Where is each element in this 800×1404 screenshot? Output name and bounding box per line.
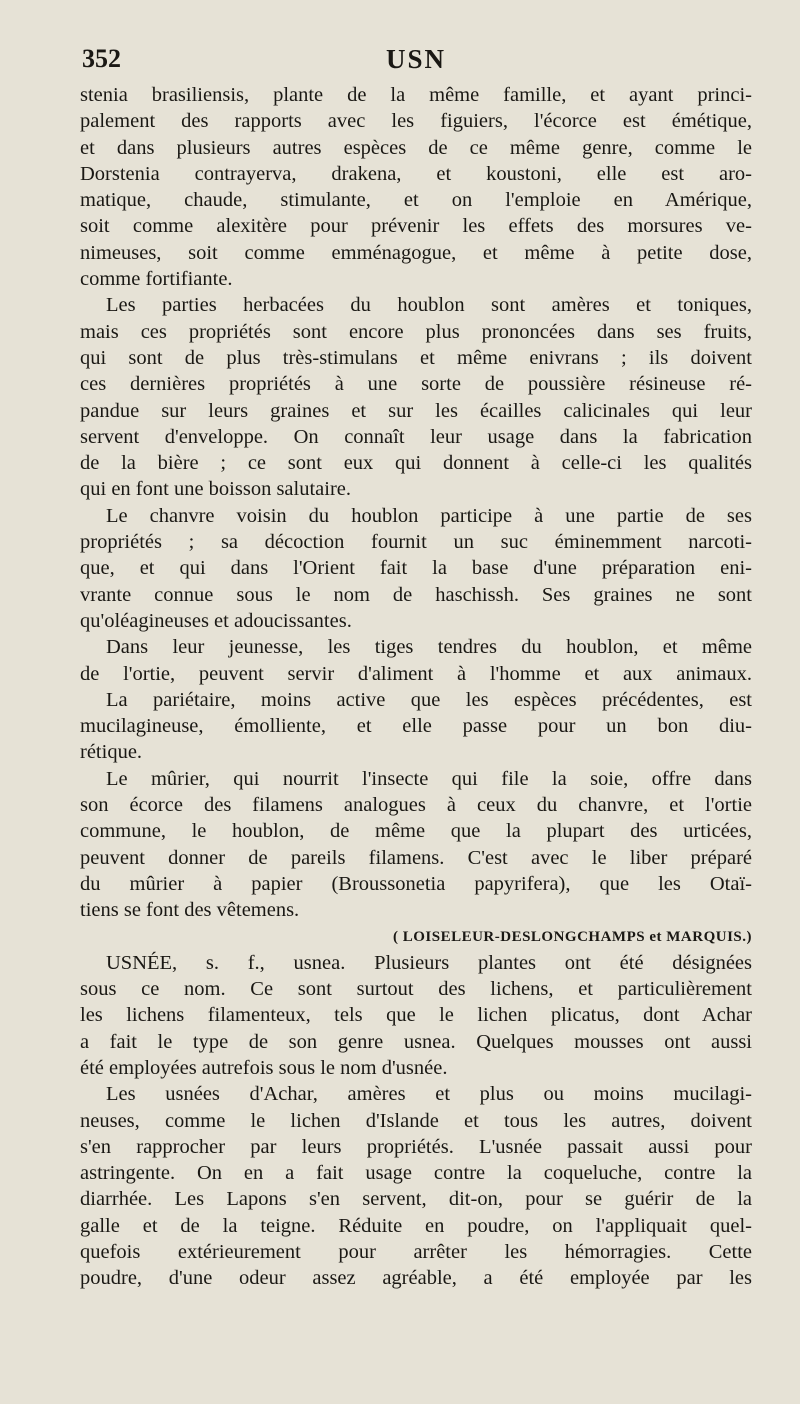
text-line: Les usnées d'Achar, amères et plus ou moins mucilagi- [106,1083,752,1106]
running-head: USN [385,44,446,74]
text-line: matique, chaude, stimulante, et on l'emploie en Amérique, [80,189,752,212]
text-line: Dans leur jeunesse, les tiges tendres du houblon, et même [106,636,752,659]
text-line: propriétés ; sa décoction fournit un suc éminemment narcoti- [80,531,752,554]
text-line: du mûrier à papier (Broussonetia papyrifera), que les Otaï- [80,872,752,895]
text-line: de la bière ; ce sont eux qui donnent à celle-ci les qualités [80,452,752,475]
text-line: neuses, comme le lichen d'Islande et tous les autres, doivent [80,1109,752,1132]
text-line: qu'oléagineuses et adoucissantes. [80,609,352,632]
text-line: palement des rapports avec les figuiers, l'écorce est émétique, [80,110,752,133]
text-line: Dorstenia contrayerva, drakena, et koustoni, elle est aro- [80,162,752,185]
author-attribution: ( LOISELEUR-DESLONGCHAMPS et MARQUIS.) [392,928,752,945]
text-line: s'en rapprocher par leurs propriétés. L'usnée passait aussi pour [80,1135,752,1158]
text-line: La pariétaire, moins active que les espèces précédentes, est [106,688,752,711]
text-line: astringente. On en a fait usage contre la coqueluche, contre la [80,1162,752,1185]
text-line: et dans plusieurs autres espèces de ce même genre, comme le [80,136,752,159]
text-line: servent d'enveloppe. On connaît leur usage dans la fabrication [80,425,752,448]
text-line: nimeuses, soit comme emménagogue, et même à petite dose, [80,241,752,264]
text-line: stenia brasiliensis, plante de la même famille, et ayant princi- [80,84,752,106]
text-line: les lichens filamenteux, tels que le lichen plicatus, dont Achar [80,1004,752,1027]
text-line: qui en font une boisson salutaire. [80,478,352,501]
body-text [80,82,752,1292]
text-line: mais ces propriétés sont encore plus prononcées dans ses fruits, [80,320,752,343]
text-line: pandue sur leurs graines et sur les écailles calicinales qui leur [80,399,752,422]
text-line: Le mûrier, qui nourrit l'insecte qui file la soie, offre dans [106,767,752,790]
text-line: quefois extérieurement pour arrêter les hémorragies. Cette [80,1241,752,1264]
page-header [80,44,752,80]
text-line: mucilagineuse, émolliente, et elle passe pour un bon diu- [80,715,752,738]
text-line: comme fortifiante. [80,268,233,291]
text-line: commune, le houblon, de même que la plupart des urticées, [80,820,752,843]
text-line: rétique. [80,741,143,764]
text-line: qui sont de plus très-stimulans et même enivrans ; ils doivent [80,346,752,369]
text-line: soit comme alexitère pour prévenir les effets des morsures ve- [80,215,752,238]
text-line: a fait le type de son genre usnea. Quelques mousses ont aussi [80,1030,752,1053]
text-line: que, et qui dans l'Orient fait la base d'une préparation eni- [80,557,752,580]
text-line: peuvent donner de pareils filamens. C'est avec le liber préparé [80,846,752,869]
text-line: ces dernières propriétés à une sorte de poussière résineuse ré- [80,373,752,396]
page-number: 352 [82,44,121,73]
text-line: USNÉE, s. f., usnea. Plusieurs plantes ont été désignées [106,951,752,974]
text-line: été employées autrefois sous le nom d'usnée. [80,1056,448,1079]
text-line: Le chanvre voisin du houblon participe à une partie de ses [106,504,752,527]
text-line: poudre, d'une odeur assez agréable, a été employée par les [80,1267,752,1290]
text-line: de l'ortie, peuvent servir d'aliment à l'homme et aux animaux. [80,662,752,685]
text-line: sous ce nom. Ce sont surtout des lichens, et particulièrement [80,978,752,1001]
text-line: diarrhée. Les Lapons s'en servent, dit-on, pour se guérir de la [80,1188,752,1211]
text-line: vrante connue sous le nom de haschissh. Ses graines ne sont [80,583,752,606]
text-line: Les parties herbacées du houblon sont amères et toniques, [106,294,752,317]
text-line: galle et de la teigne. Réduite en poudre, on l'appliquait quel- [80,1214,752,1237]
text-line: tiens se font des vêtemens. [80,899,300,922]
text-line: son écorce des filamens analogues à ceux du chanvre, et l'ortie [80,794,752,817]
